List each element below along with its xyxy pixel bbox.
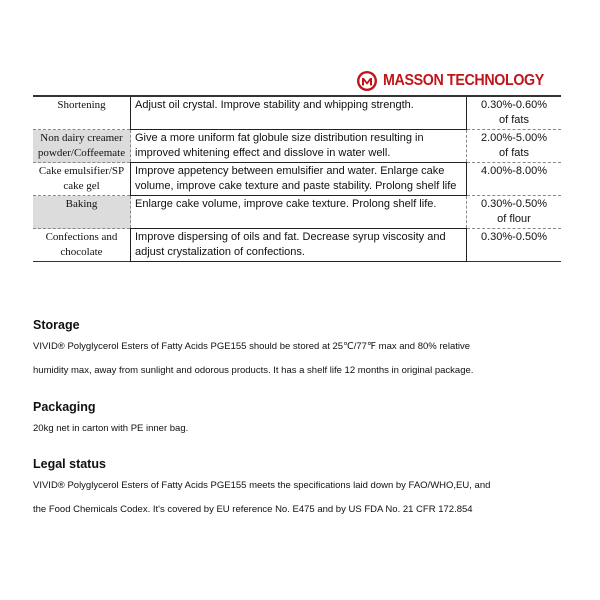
category-text: Shortening — [57, 99, 106, 111]
dosage-cell — [467, 163, 562, 196]
table-row — [33, 196, 561, 229]
dosage-basis: of fats — [499, 114, 529, 126]
category-text: Cake emulsifier/SP — [38, 165, 125, 177]
table-row — [33, 163, 561, 196]
dosage-text: 0.30%-0.60% — [480, 99, 548, 111]
storage-heading: Storage — [33, 318, 80, 332]
dosage-cell — [467, 229, 562, 262]
description-cell: Give a more uniform fat globule size distribution resulting in improved whitening effect and disslove in water well. — [131, 130, 467, 163]
category-cell — [33, 163, 131, 196]
table-row — [33, 229, 561, 262]
packaging-text-line-1: 20kg net in carton with PE inner bag. — [33, 423, 189, 434]
brand-name: MASSON TECHNOLOGY — [383, 72, 544, 89]
category-cell — [33, 96, 131, 130]
dosage-cell — [467, 196, 562, 229]
category-cell — [33, 229, 131, 262]
description-cell: Improve appetency between emulsifier and water. Enlarge cake volume, improve cake texture and paste stability. Prolong shelf life — [131, 163, 467, 196]
legal-status-heading: Legal status — [33, 457, 106, 471]
category-text: powder/Coffeemate — [37, 147, 126, 159]
dosage-text: 2.00%-5.00% — [480, 132, 548, 144]
dosage-text: 4.00%-8.00% — [480, 165, 548, 177]
category-text: cake gel — [63, 180, 100, 192]
masson-logo-icon — [356, 70, 378, 92]
dosage-basis: of flour — [497, 213, 531, 225]
dosage-text: 0.30%-0.50% — [480, 231, 548, 243]
legal-text-line-2: the Food Chemicals Codex. It's covered by EU reference No. E475 and by US FDA No. 21 CFR 172.854 — [33, 504, 473, 515]
masson-logo — [356, 70, 558, 92]
dosage-basis: of fats — [499, 147, 529, 159]
category-cell — [33, 196, 131, 229]
category-text: Non dairy creamer — [40, 132, 123, 144]
category-text: chocolate — [60, 246, 103, 258]
dosage-cell — [467, 130, 562, 163]
description-cell: Enlarge cake volume, improve cake texture. Prolong shelf life. — [131, 196, 467, 229]
storage-text-line-2: humidity max, away from sunlight and odorous products. It has a shelf life 12 months in original package. — [33, 365, 474, 376]
dosage-cell — [467, 96, 562, 130]
description-cell: Adjust oil crystal. Improve stability and whipping strength. — [131, 96, 467, 130]
description-cell: Improve dispersing of oils and fat. Decrease syrup viscosity and adjust crystalization of confections. — [131, 229, 467, 262]
category-text: Confections and — [45, 231, 118, 243]
storage-text-line-1: VIVID® Polyglycerol Esters of Fatty Acids PGE155 should be stored at 25℃/77℉ max and 80% relative — [33, 341, 471, 352]
category-text: Baking — [65, 198, 98, 210]
category-cell — [33, 130, 131, 163]
table-row — [33, 130, 561, 163]
dosage-text: 0.30%-0.50% — [480, 198, 548, 210]
table-row — [33, 96, 561, 130]
legal-text-line-1: VIVID® Polyglycerol Esters of Fatty Acids PGE155 meets the specifications laid down by FAO/WHO,EU, and — [33, 480, 491, 491]
packaging-heading: Packaging — [33, 400, 96, 414]
applications-table — [33, 95, 561, 262]
